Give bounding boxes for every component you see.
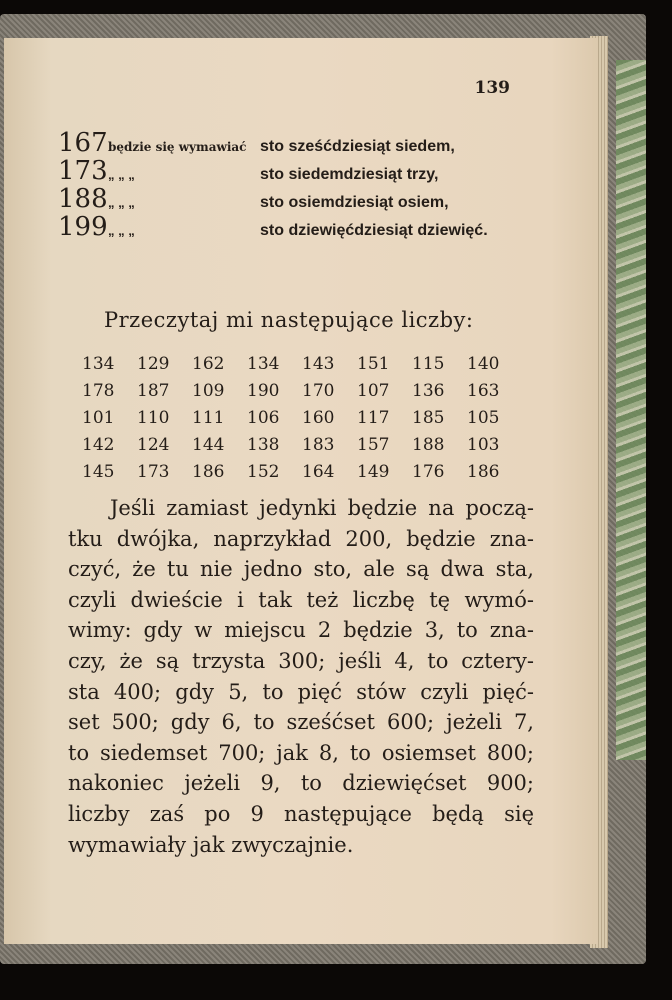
grid-number: 188 <box>412 434 445 455</box>
number-line <box>58 212 538 240</box>
ditto-marks: „ „ „ <box>108 195 135 210</box>
number-pronunciation-list <box>58 128 538 240</box>
number: 188 <box>58 184 108 214</box>
cover-marbled-pattern <box>616 60 646 760</box>
number: 167 <box>58 128 108 158</box>
number: 199 <box>58 212 108 242</box>
number-words: sto siedemdziesiąt trzy, <box>260 166 439 183</box>
number-line <box>58 184 538 212</box>
grid-number: 152 <box>247 461 280 482</box>
grid-number: 134 <box>82 353 115 374</box>
grid-number: 164 <box>302 461 335 482</box>
number-line <box>58 156 538 184</box>
grid-number: 162 <box>192 353 225 374</box>
grid-number: 170 <box>302 380 335 401</box>
book-page <box>4 38 598 944</box>
page-number: 139 <box>474 78 510 98</box>
paragraph-line: czy, że są trzysta 300; jeśli 4, to cztery- <box>68 648 534 673</box>
grid-number: 106 <box>247 407 280 428</box>
paragraph-line: czyli dwieście i tak też liczbę tę wymó- <box>68 587 534 612</box>
grid-number: 109 <box>192 380 225 401</box>
grid-row <box>82 350 522 377</box>
paragraph-line: Jeśli zamiast jedynki będzie na począ- <box>110 496 534 520</box>
paragraph-line: czyć, że tu nie jedno sto, ale są dwa sta, <box>68 557 534 582</box>
body-paragraph <box>68 493 534 860</box>
number-words: sto dziewięćdziesiąt dziewięć. <box>260 222 488 239</box>
grid-number: 160 <box>302 407 335 428</box>
grid-number: 103 <box>467 434 500 455</box>
paragraph-line: liczby zaś po 9 następujące będą się <box>68 801 534 826</box>
paragraph-line: sta 400; gdy 5, to pięć stów czyli pięć- <box>68 679 534 704</box>
number: 173 <box>58 156 108 186</box>
grid-number: 144 <box>192 434 225 455</box>
grid-number: 186 <box>192 461 225 482</box>
grid-number: 111 <box>192 407 225 428</box>
grid-number: 190 <box>247 380 280 401</box>
grid-number: 129 <box>137 353 170 374</box>
paragraph-line: nakoniec jeżeli 9, to dziewięćset 900; <box>68 771 534 796</box>
grid-row <box>82 458 522 485</box>
grid-number: 140 <box>467 353 500 374</box>
grid-number: 115 <box>412 353 445 374</box>
grid-number: 149 <box>357 461 390 482</box>
paragraph-line: tku dwójka, naprzykład 200, będzie zna- <box>68 526 534 551</box>
grid-number: 173 <box>137 461 170 482</box>
pronounce-phrase: będzie się wymawiać <box>108 140 247 154</box>
grid-number: 187 <box>137 380 170 401</box>
exercise-heading: Przeczytaj mi następujące liczby: <box>104 308 474 332</box>
grid-number: 142 <box>82 434 115 455</box>
paragraph-line: to siedemset 700; jak 8, to osiemset 800; <box>68 740 534 765</box>
grid-number: 143 <box>302 353 335 374</box>
grid-number: 178 <box>82 380 115 401</box>
grid-number: 151 <box>357 353 390 374</box>
paragraph-line: wymawiały jak zwyczajnie. <box>68 832 354 857</box>
grid-number: 124 <box>137 434 170 455</box>
grid-number: 110 <box>137 407 170 428</box>
paragraph-line: wimy: gdy w miejscu 2 będzie 3, to zna- <box>68 618 534 643</box>
ditto-marks: „ „ „ <box>108 223 135 238</box>
grid-number: 176 <box>412 461 445 482</box>
grid-number: 138 <box>247 434 280 455</box>
number-line <box>58 128 538 156</box>
paragraph-line: set 500; gdy 6, to sześćset 600; jeżeli 7, <box>68 710 534 735</box>
number-words: sto sześćdziesiąt siedem, <box>260 138 455 155</box>
grid-number: 107 <box>357 380 390 401</box>
grid-number: 185 <box>412 407 445 428</box>
number-words: sto osiemdziesiąt osiem, <box>260 194 449 211</box>
grid-number: 186 <box>467 461 500 482</box>
grid-row <box>82 431 522 458</box>
number-exercise-grid <box>82 350 522 485</box>
grid-number: 145 <box>82 461 115 482</box>
grid-number: 163 <box>467 380 500 401</box>
grid-number: 101 <box>82 407 115 428</box>
grid-number: 134 <box>247 353 280 374</box>
grid-row <box>82 377 522 404</box>
grid-number: 117 <box>357 407 390 428</box>
grid-number: 183 <box>302 434 335 455</box>
grid-number: 136 <box>412 380 445 401</box>
grid-number: 105 <box>467 407 500 428</box>
grid-row <box>82 404 522 431</box>
grid-number: 157 <box>357 434 390 455</box>
ditto-marks: „ „ „ <box>108 167 135 182</box>
